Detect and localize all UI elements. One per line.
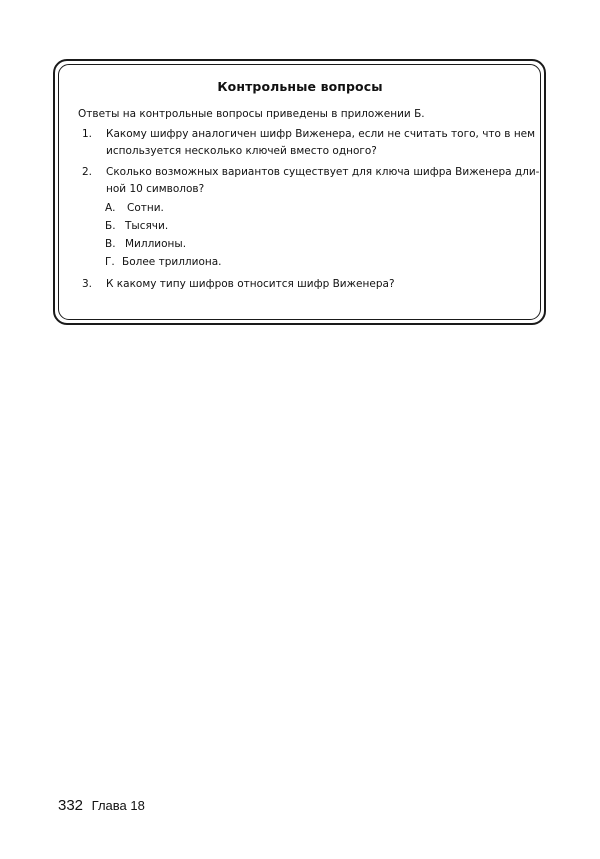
option-text: Миллионы. bbox=[125, 238, 187, 250]
question-text-line2: ной 10 символов? bbox=[106, 183, 205, 195]
option-text: Тысячи. bbox=[125, 220, 169, 232]
question-number: 1. bbox=[82, 128, 93, 140]
chapter-label: Глава 18 bbox=[91, 798, 145, 813]
question-number: 2. bbox=[82, 166, 93, 178]
box-title: Контрольные вопросы bbox=[217, 79, 383, 94]
option-letter: Г. bbox=[105, 256, 115, 268]
option-letter: А. bbox=[105, 202, 116, 214]
question-text-line1: К какому типу шифров относится шифр Виженера? bbox=[106, 278, 395, 290]
question-text-line2: используется несколько ключей вместо одного? bbox=[106, 145, 377, 157]
option-letter: Б. bbox=[105, 220, 116, 232]
question-text-line1: Какому шифру аналогичен шифр Виженера, если не считать того, что в нем bbox=[106, 128, 536, 140]
option-text: Сотни. bbox=[127, 202, 164, 214]
box-intro: Ответы на контрольные вопросы приведены в приложении Б. bbox=[78, 108, 425, 120]
page-footer bbox=[58, 797, 145, 814]
question-text-line1: Сколько возможных вариантов существует для ключа шифра Виженера дли- bbox=[106, 166, 540, 178]
option-letter: В. bbox=[105, 238, 116, 250]
question-number: 3. bbox=[82, 278, 93, 290]
option-text: Более триллиона. bbox=[122, 256, 222, 268]
page-number: 332 bbox=[58, 797, 84, 814]
